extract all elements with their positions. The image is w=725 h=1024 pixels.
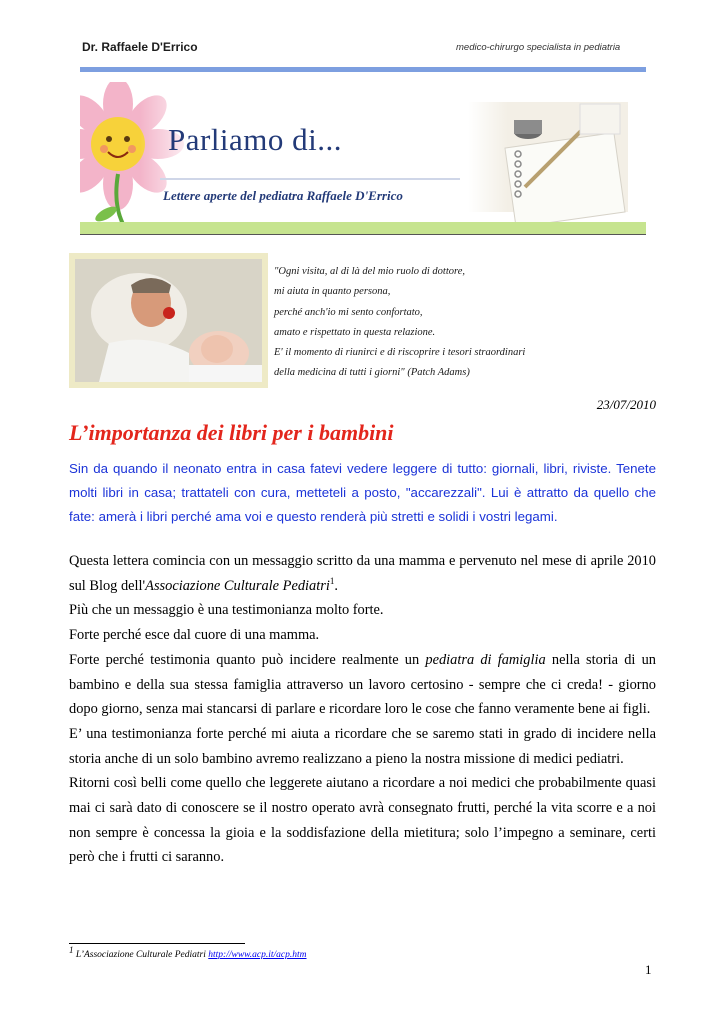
emphasis-text: pediatra di famiglia [425, 651, 546, 668]
footnote-text: L’Associazione Culturale Pediatri [73, 950, 209, 961]
body-text: Forte perché testimonia quanto può incidere realmente un [69, 651, 426, 668]
body-paragraph: Ritorni così belli come quello che leggerete aiutano a ricordare a noi medici che probabilmente quasi mai ci sarà dato di conoscere se il nostro operato avrà consegnato frutti, perché la vita scorre e a noi non sempre è concessa la gioia e la soddisfazione della mietitura; solo l’impegno a seminare, certi però che i frutti ci saranno. [69, 775, 656, 866]
photo-frame [69, 253, 268, 388]
body-paragraph: Più che un messaggio è una testimonianza molto forte. [69, 602, 384, 619]
banner-underline [160, 178, 460, 180]
quote-line: perché anch'io mi sento confortato, [274, 306, 423, 318]
author-name: Dr. Raffaele D'Errico [82, 40, 198, 54]
letter-body [69, 549, 656, 870]
body-text: Questa lettera comincia con un messaggio scritto da una mamma e pervenuto nel mese di aprile 2010 sul Blog dell' [69, 553, 656, 594]
letter-title: L’importanza dei libri per i bambini [69, 420, 394, 445]
quote-line: "Ogni visita, al di là del mio ruolo di dottore, [274, 266, 465, 277]
body-text: nella storia di un bambino e della sua stessa famiglia attraverso un lavoro certosino - sempre che ci creda! - giorno dopo giorno, senza mai stancarsi di parlare e ricordare loro le cose che fanno veramente bene ai figli. [69, 651, 656, 718]
body-text: . [334, 577, 338, 594]
quote-line: E' il momento di riunirci e di riscoprire i tesori straordinari [274, 347, 526, 359]
body-paragraph [69, 549, 656, 598]
quote-line: della medicina di tutti i giorni" (Patch Adams) [274, 367, 470, 379]
association-name: Associazione Culturale Pediatri [145, 577, 330, 594]
footnote [69, 945, 307, 961]
body-paragraph: Forte perché esce dal cuore di una mamma. [69, 627, 320, 644]
header-divider [80, 67, 646, 72]
divider-line [80, 234, 646, 235]
body-paragraph: E’ una testimonianza forte perché mi aiuta a ricordare che se saremo stati in grado di incidere nella storia anche di un solo bambino avremo realizzano a pieno la nostra missione di medici pediatri. [69, 725, 656, 767]
doctor-with-baby-photo [69, 253, 268, 388]
footnote-link[interactable]: http://www.acp.it/acp.htm [208, 950, 307, 961]
quote-line: mi aiuta in quanto persona, [274, 286, 391, 298]
footnote-divider [69, 943, 245, 944]
body-paragraph [69, 648, 656, 722]
letter-intro: Sin da quando il neonato entra in casa fatevi vedere leggere di tutto: giornali, libri, riviste. Tenete molti libri in casa; trattateli con cura, metteteli a posto, "accarezzali". Lui è attratto da quello che fate: amerà i libri perché ama voi e questo renderà più stretti e solidi i vostri legami. [69, 461, 656, 525]
footnote-reference[interactable]: 1 [329, 575, 335, 586]
banner-title: Parliamo di... [168, 122, 343, 157]
quote-line: amato e rispettato in questa relazione. [274, 326, 436, 338]
page-number: 1 [645, 962, 652, 977]
green-divider [80, 222, 646, 234]
quote-block [274, 262, 604, 384]
banner-subtitle: Lettere aperte del pediatra Raffaele D'Errico [163, 188, 403, 203]
letter-date: 23/07/2010 [596, 397, 656, 412]
footnote-mark: 1 [69, 945, 74, 955]
author-specialty: medico-chirurgo specialista in pediatria [456, 42, 621, 53]
